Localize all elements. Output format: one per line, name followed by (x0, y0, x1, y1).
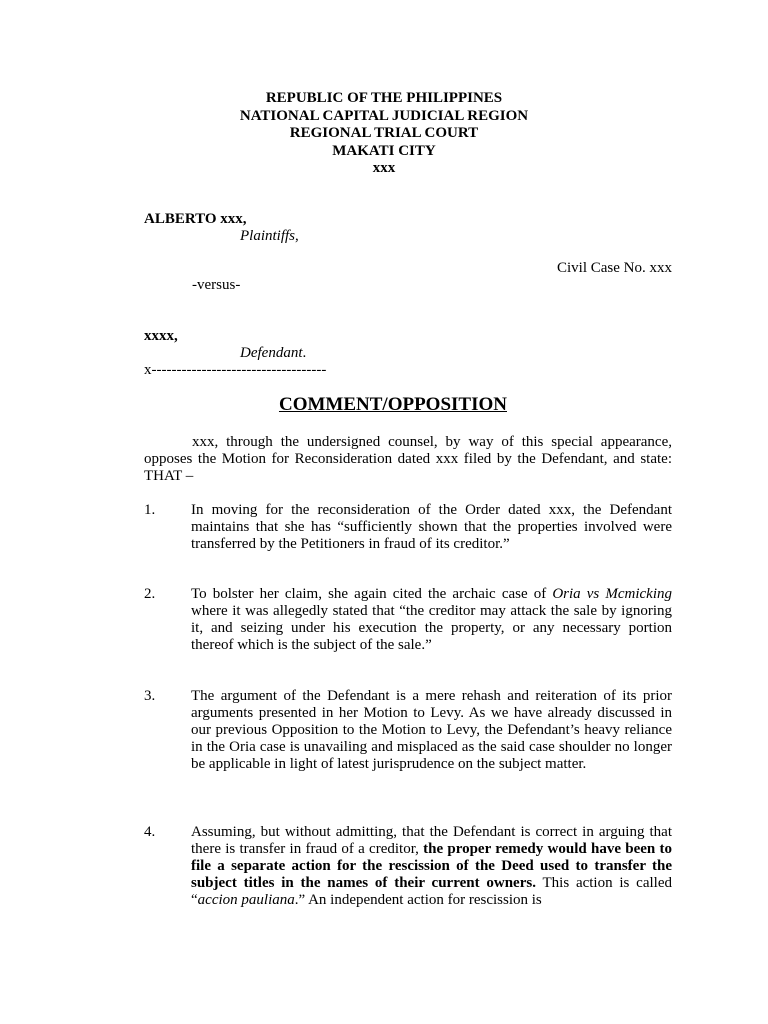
header-city: MAKATI CITY (332, 142, 436, 159)
defendant-role-period: . (302, 345, 307, 361)
item-text-post: where it was allegedly stated that “the creditor may attack the sale by ignoring it, and seizing under his execution the property, or any necessary portion thereof which is the subject of the sale.” (191, 603, 672, 653)
item-text (191, 586, 672, 654)
plaintiff-name: ALBERTO xxx, (144, 211, 247, 227)
document-title: COMMENT/OPPOSITION (278, 394, 507, 415)
item-text-pre: To bolster her claim, she again cited the archaic case of (191, 586, 553, 602)
item-number: 2. (144, 586, 156, 602)
header-branch: xxx (372, 160, 396, 176)
accion-pauliana-term: accion pauliana (197, 892, 295, 908)
item-number: 3. (144, 688, 156, 704)
item-number: 1. (144, 502, 156, 518)
plaintiff-role-comma: , (295, 228, 299, 244)
defendant-name: xxxx, (144, 328, 178, 344)
item-text-bold: the proper remedy would have been to file a separate action for the rescission of the Deed used to transfer the subject titles in the names of their current owners. (191, 841, 672, 891)
item-text (191, 824, 672, 909)
header-republic: REPUBLIC OF THE PHILIPPINES (265, 90, 503, 106)
header-court: REGIONAL TRIAL COURT (289, 125, 479, 141)
versus-label: -versus- (192, 277, 241, 293)
plaintiff-role-line (240, 228, 299, 245)
plaintiff-role: Plaintiffs (240, 228, 296, 244)
item-text-post: .” An independent action for rescission is (294, 892, 542, 908)
defendant-role-line (240, 345, 306, 362)
item-text: The argument of the Defendant is a mere rehash and reiteration of its prior arguments presented in her Motion to Levy. As we have already discussed in our previous Opposition to the Motion to Levy, the Defendant’s heavy reliance in the Oria case is unavailing and misplaced as the said case shoulder no longer be applicable in light of latest jurisprudence on the subject matter. (191, 688, 672, 772)
intro-paragraph: xxx, through the undersigned counsel, by way of this special appearance, opposes the Motion for Reconsideration dated xxx filed by the Defendant, and state: THAT – (144, 434, 672, 484)
item-text-pre: Assuming, but without admitting, that the Defendant is correct in arguing that there is transfer in fraud of a creditor, (191, 824, 672, 857)
defendant-role: Defendant (240, 345, 303, 361)
header-region: NATIONAL CAPITAL JUDICIAL REGION (239, 107, 529, 124)
item-text-mid: This action is called “ (191, 875, 672, 908)
case-citation: Oria vs Mcmicking (552, 586, 672, 602)
item-number: 4. (144, 824, 156, 840)
item-text: In moving for the reconsideration of the Order dated xxx, the Defendant maintains that she has “sufficiently shown that the properties involved were transferred by the Petitioners in fraud of its creditor.” (191, 502, 672, 552)
caption-separator: x----------------------------------- (144, 362, 327, 378)
court-header (0, 90, 768, 178)
case-number: Civil Case No. xxx (557, 260, 672, 276)
